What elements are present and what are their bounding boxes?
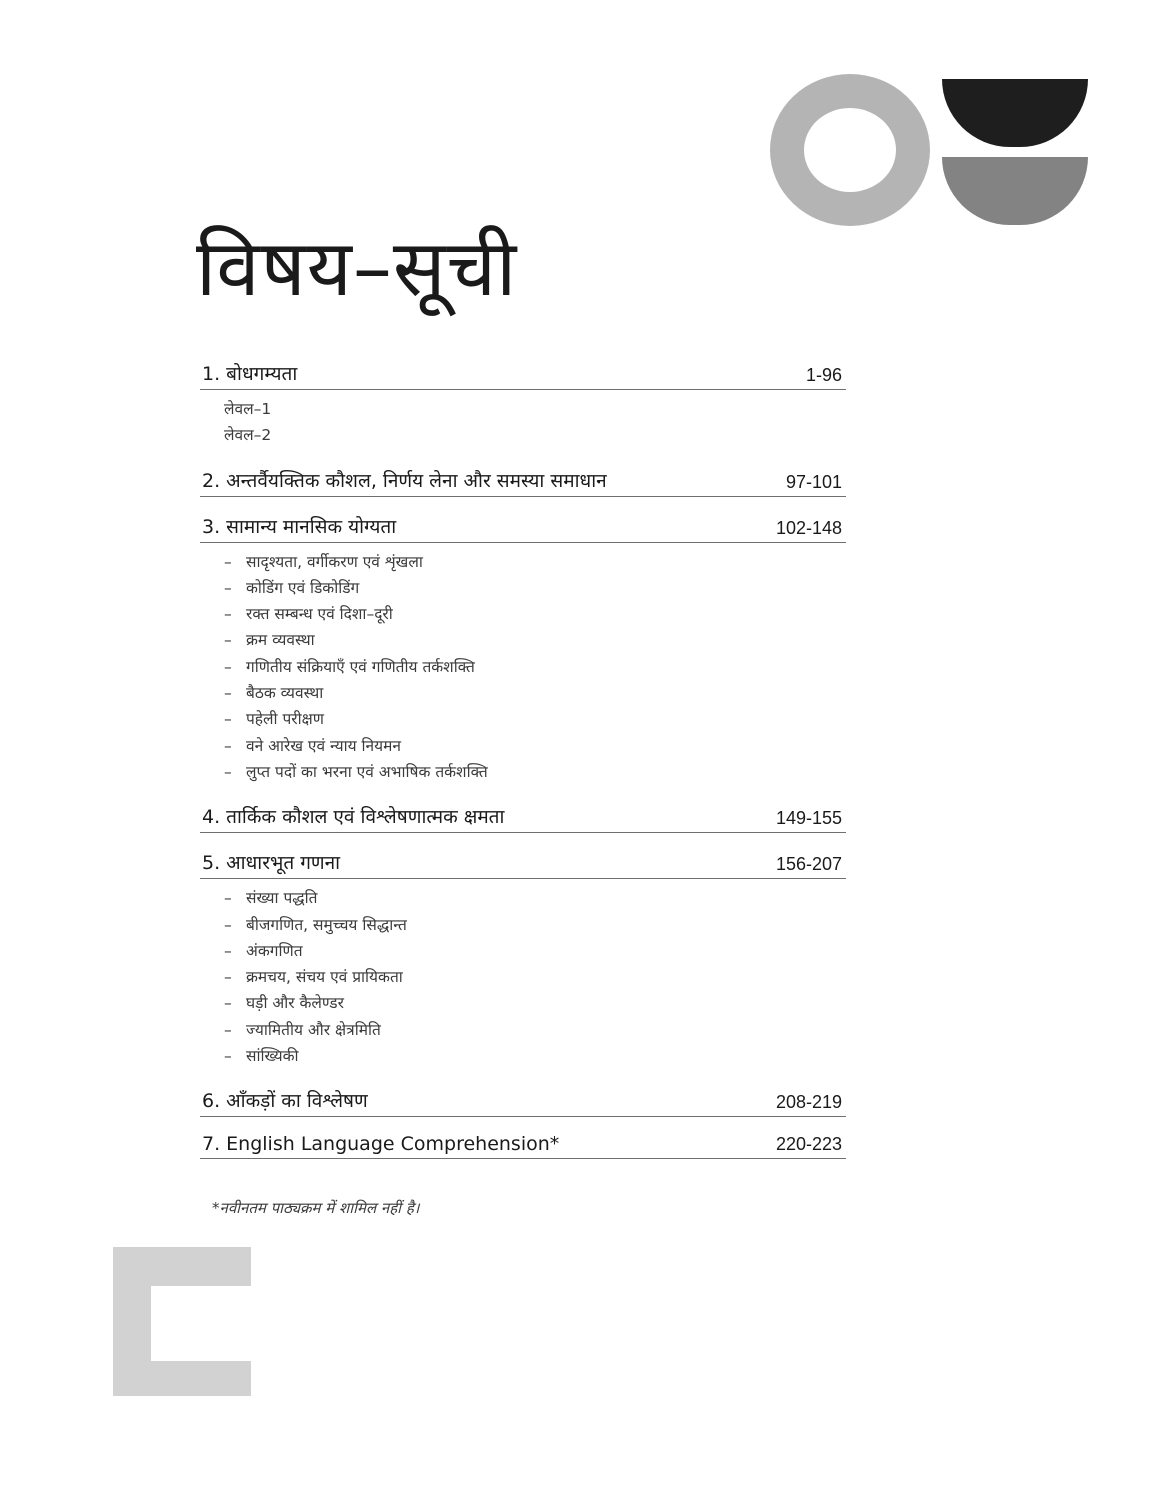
toc-section — [200, 845, 846, 1071]
subtopic-dash: – — [224, 1047, 232, 1066]
toc-heading[interactable] — [200, 463, 846, 497]
subtopic-dash: – — [224, 994, 232, 1013]
toc-section — [200, 463, 846, 497]
toc-subtopic-list — [200, 390, 846, 451]
toc-subtopic — [200, 733, 846, 759]
toc-page-range: 102-148 — [775, 517, 842, 538]
toc-heading-label: 5. आधारभूत गणना — [202, 852, 341, 875]
subtopic-dash: – — [224, 762, 232, 781]
toc-subtopic-text: रक्त सम्बन्ध एवं दिशा–दूरी — [246, 605, 393, 624]
subtopic-dash: – — [224, 684, 232, 703]
toc-subtopic — [200, 990, 846, 1016]
toc-subtopic — [200, 1017, 846, 1043]
toc-subtopic-text: क्रम व्यवस्था — [246, 631, 315, 650]
toc-subtopic-text: लुप्त पदों का भरना एवं अभाषिक तर्कशक्ति — [246, 762, 488, 781]
toc-subtopic — [200, 549, 846, 575]
toc-subtopic — [200, 912, 846, 938]
toc-subtopic-text: सादृश्यता, वर्गीकरण एवं शृंखला — [246, 552, 423, 571]
subtopic-dash: – — [224, 631, 232, 650]
toc-heading[interactable] — [200, 1083, 846, 1117]
toc-page-range: 156-207 — [775, 854, 842, 875]
subtopic-dash: – — [224, 889, 232, 908]
toc-heading[interactable] — [200, 799, 846, 833]
subtopic-dash: – — [224, 968, 232, 987]
toc-heading[interactable] — [200, 509, 846, 543]
subtopic-dash: – — [224, 605, 232, 624]
toc-subtopic — [200, 964, 846, 990]
toc-page-range: 208-219 — [775, 1092, 842, 1113]
decorative-bracket-cutout — [151, 1286, 251, 1361]
toc-section — [200, 1129, 846, 1159]
toc-subtopic — [200, 706, 846, 732]
toc-subtopic-text: बीजगणित, समुच्चय सिद्धान्त — [246, 915, 407, 934]
toc-heading-label: 3. सामान्य मानसिक योग्यता — [202, 515, 397, 538]
toc-subtopic-text: घड़ी और कैलेण्डर — [246, 994, 344, 1013]
subtopic-dash: – — [224, 736, 232, 755]
toc-subtopic-text: पहेली परीक्षण — [246, 710, 324, 729]
subtopic-dash: – — [224, 578, 232, 597]
subtopic-dash: – — [224, 710, 232, 729]
subtopic-dash: – — [224, 552, 232, 571]
toc-subtopic-text: अंकगणित — [246, 941, 303, 960]
toc-subtopic — [200, 575, 846, 601]
toc-heading-label: 7. English Language Comprehension* — [202, 1133, 560, 1156]
toc-subtopic — [200, 759, 846, 785]
toc-subtopic-text: बैठक व्यवस्था — [246, 684, 324, 703]
toc-section — [200, 799, 846, 833]
toc-subtopic-list — [200, 879, 846, 1071]
toc-subtopic-text: ज्यामितीय और क्षेत्रमिति — [246, 1020, 381, 1039]
page-title: विषय–सूची — [196, 224, 518, 314]
toc-section — [200, 509, 846, 788]
toc-subtopic — [200, 601, 846, 627]
toc-subtopic — [200, 627, 846, 653]
toc-page-range: 149-155 — [775, 808, 842, 829]
table-of-contents — [200, 356, 846, 1171]
subtopic-dash: – — [224, 941, 232, 960]
decorative-ring — [770, 74, 930, 226]
toc-subtopic — [200, 422, 846, 448]
decorative-half-circle-dark — [942, 79, 1088, 147]
toc-subtopic — [200, 1043, 846, 1069]
toc-page-range: 220-223 — [775, 1134, 842, 1155]
toc-subtopic — [200, 396, 846, 422]
toc-heading-label: 2. अन्तर्वैयक्तिक कौशल, निर्णय लेना और समस्या समाधान — [202, 469, 607, 492]
toc-subtopic-text: संख्या पद्धति — [246, 889, 318, 908]
toc-subtopic — [200, 654, 846, 680]
subtopic-dash: – — [224, 915, 232, 934]
toc-heading[interactable] — [200, 845, 846, 879]
toc-heading-label: 1. बोधगम्यता — [202, 363, 298, 385]
subtopic-dash: – — [224, 657, 232, 676]
toc-subtopic — [200, 680, 846, 706]
toc-heading-label: 6. आँकड़ों का विश्लेषण — [202, 1090, 368, 1113]
toc-subtopic-text: कोडिंग एवं डिकोडिंग — [246, 578, 360, 597]
toc-section — [200, 1083, 846, 1117]
toc-heading[interactable] — [200, 1129, 846, 1159]
toc-heading-label: 4. तार्किक कौशल एवं विश्लेषणात्मक क्षमता — [202, 806, 505, 829]
toc-subtopic-text: गणितीय संक्रियाएँ एवं गणितीय तर्कशक्ति — [246, 657, 475, 676]
toc-page-range: 1-96 — [805, 365, 842, 385]
footnote: *नवीनतम पाठ्यक्रम में शामिल नहीं है। — [212, 1199, 420, 1217]
decorative-half-circle-grey — [942, 157, 1088, 225]
toc-subtopic — [200, 938, 846, 964]
toc-subtopic-text: लेवल–1 — [224, 400, 272, 418]
toc-subtopic — [200, 885, 846, 911]
toc-subtopic-list — [200, 543, 846, 788]
toc-section — [200, 356, 846, 451]
toc-subtopic-text: क्रमचय, संचय एवं प्रायिकता — [246, 968, 403, 987]
toc-subtopic-text: सांख्यिकी — [246, 1047, 299, 1066]
subtopic-dash: – — [224, 1020, 232, 1039]
toc-heading[interactable] — [200, 356, 846, 390]
toc-subtopic-text: वने आरेख एवं न्याय नियमन — [246, 736, 402, 755]
toc-page-range: 97-101 — [785, 471, 842, 492]
toc-subtopic-text: लेवल–2 — [224, 426, 272, 445]
